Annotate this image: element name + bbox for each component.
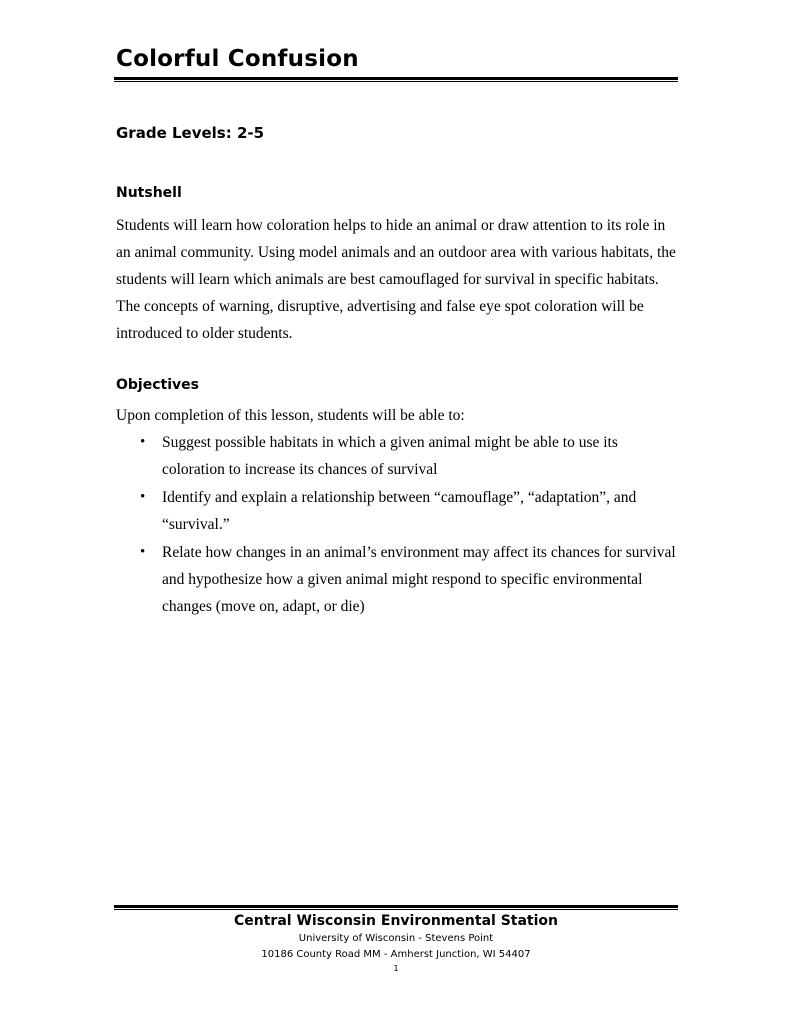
bullet-icon: • [140, 434, 146, 450]
nutshell-heading: Nutshell [116, 185, 182, 201]
objectives-intro: Upon completion of this lesson, students will be able to: [116, 407, 465, 424]
page-number: 1 [393, 964, 399, 973]
footer-address: 10186 County Road MM - Amherst Junction, WI 54407 [261, 949, 531, 960]
list-item [116, 539, 676, 620]
objectives-heading: Objectives [116, 377, 199, 393]
page-footer [114, 911, 678, 975]
nutshell-paragraph: Students will learn how coloration helps to hide an animal or draw attention to its role in an animal community. Using model animals and an outdoor area with various habitats, the students will learn which animals are best camouflaged for survival in specific habitats. The concepts of warning, disruptive, advertising and false eye spot coloration will be introduced to older students. [116, 217, 676, 342]
document-title: Colorful Confusion [116, 46, 359, 72]
list-item [116, 429, 676, 483]
objective-text: Identify and explain a relationship between “camouflage”, “adaptation”, and “survival.” [162, 489, 637, 533]
bullet-icon: • [140, 489, 146, 505]
objective-text: Relate how changes in an animal’s environment may affect its chances for survival and hypothesize how a given animal might respond to specific environmental changes (move on, adapt, or die) [162, 544, 676, 615]
list-item [116, 484, 676, 538]
footer-university: University of Wisconsin - Stevens Point [298, 933, 494, 944]
grade-levels: Grade Levels: 2-5 [116, 124, 265, 142]
objectives-list [116, 429, 676, 621]
bullet-icon: • [140, 544, 146, 560]
objective-text: Suggest possible habitats in which a given animal might be able to use its coloration to increase its chances of survival [162, 434, 618, 478]
title-divider [114, 77, 678, 82]
footer-organization: Central Wisconsin Environmental Station [234, 913, 558, 929]
footer-divider [114, 905, 678, 910]
